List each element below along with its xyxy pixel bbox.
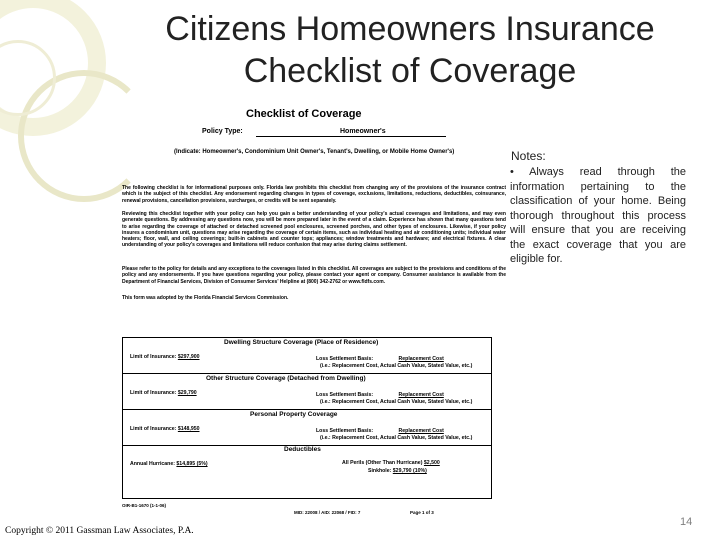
policy-type-value: Homeowner's [340,128,386,135]
loss-basis-hint: (i.e.: Replacement Cost, Actual Cash Value, Stated Value, etc.) [320,399,473,405]
divider [122,373,492,374]
loss-basis-value: Replacement Cost [398,392,444,398]
all-perils-label: All Perils (Other Than Hurricane) [342,460,423,466]
limit-other: $29,790 [177,390,197,396]
notes-body: • Always read through the information pertaining to the classification of your home. Being thorough throughout this process will ensure that you are receiving the exact coverage that you are eligible for. [510,166,686,265]
policy-type-hint: (Indicate: Homeowner's, Condominium Unit Owner's, Tenant's, Dwelling, or Mobile Home Owner's) [174,149,455,155]
form-ids: MID: 22008 / AID: 22068 / FID: 7 [294,510,361,515]
form-number: OIR-B1-1670 (1-1-06) [122,503,167,508]
sinkhole-label: Sinkhole [368,468,390,474]
limit-dwelling: $297,900 [177,354,200,360]
section-deductibles: Deductibles [284,446,321,453]
all-perils-value: $2,500 [423,460,440,466]
loss-basis-value: Replacement Cost [398,428,444,434]
loss-basis-label: Loss Settlement Basis: [316,392,374,398]
limit-label: Limit of Insurance: [130,354,177,360]
slide-title-line2: Checklist of Coverage [243,52,577,90]
copyright: Copyright © 2011 Gassman Law Associates, P.A. [5,526,194,536]
annual-hurricane-label: Annual Hurricane: [130,461,175,467]
loss-basis-hint: (i.e.: Replacement Cost, Actual Cash Value, Stated Value, etc.) [320,435,473,441]
limit-personal: $148,950 [177,426,200,432]
paragraph-3: Please refer to the policy for details and any exceptions to the coverages listed in this checklist. All coverages are subject to the provisions and conditions of the policy and any endorsements. If you have questions regarding your policy, please contact your agent or company. Consumer assistance is available from the Department of Financial Services, Division of Consumer Services' Helpline at (800) 342-2762 or www.fldfs.com. [122,266,506,285]
checklist-document-image: Checklist of Coverage Policy Type: Homeowner's (Indicate: Homeowner's, Condominium Unit Owner's, Tenant's, Dwelling, or Mobile Home Owner's) The following checklist is for informational purposes only. Florida law prohibits this checklist from changing any of the provisions of the insurance contract which is the subject of this checklist. Any endorsement regarding changes in types of coverage, exclusions, limitations, reductions, deductibles, coinsurance, renewal provisions, cancellation provisions, surcharges, or credits will be sent separately. Reviewing this checklist together with your policy can help you gain a better understanding of your policy's actual coverages and limitations, and may even generate questions. By addressing any questions now, you will be more prepared later in the event of a claim. Experience has shown that many questions tend to arise regarding the coverage of attached or detached screened pool enclosures, screened porches, and other types of enclosures. Likewise, if your policy insures a condominium unit, questions may arise regarding the coverage of certain items, such as individual heating and air conditioning units; individual water heaters; floor, wall, and ceiling coverings; built-in cabinets and counter tops; appliances; window treatments and hardware; and electrical fixtures. A clear understanding of your policy's coverages and limitations will reduce confusion that may arise during claims settlement. Please refer to the policy for details and any exceptions to the coverages listed in this checklist. All coverages are subject to the provisions and conditions of the policy and any endorsements. If you have questions regarding your policy, please contact your agent or company. Consumer assistance is available from the Department of Financial Services, Division of Consumer Services' Helpline at (800) 342-2762 or www.fldfs.com. This form was adopted by the Florida Financial Services Commission. Dwelling Structure Coverage (Place of Residence) Limit of Insurance: $297,900 Loss Settlement Basis: Replacement Cost (i.e.: Replacement Cost, Actual Cash Value, Stated Value, etc.) Other Structure Coverage (Detached from Dwelling) Limit of Insurance: $29,790 Loss Settlement Basis: Replacement Cost (i.e.: Replacement Cost, Actual Cash Value, Stated Value, etc.) Personal Property Coverage Limit of Insurance: $148,950 Loss Settlement Basis: Replacement Cost (i.e.: Replacement Cost, Actual Cash Value, Stated Value, etc.) Deductibles Annual Hurricane: $14,895 (5%) All Perils (Other Than Hurricane) $2,500 Sinkhole: $29,790 (10%) OIR-B1-1670 (1-1-06) MID: 22008 / AID: 22068 / FID: 7 Page 1 of 3 [122,108,506,515]
slide-title [110,8,710,92]
page-of: Page 1 of 3 [410,510,434,515]
annual-hurricane-value: $14,895 (5%) [176,461,208,467]
loss-basis-value: Replacement Cost [398,356,444,362]
section-other: Other Structure Coverage (Detached from Dwelling) [206,375,366,382]
loss-basis-label: Loss Settlement Basis: [316,428,374,434]
paragraph-1: The following checklist is for informational purposes only. Florida law prohibits this checklist from changing any of the provisions of the insurance contract which is the subject of this checklist. Any endorsement regarding changes in types of coverage, exclusions, limitations, reductions, deductibles, coinsurance, renewal provisions, cancellation provisions, surcharges, or credits will be sent separately. [122,185,506,204]
sinkhole-value: $29,790 (10%) [392,468,427,474]
slide-title-line1: Citizens Homeowners Insurance [165,10,655,48]
loss-basis-hint: (i.e.: Replacement Cost, Actual Cash Value, Stated Value, etc.) [320,363,473,369]
section-dwelling: Dwelling Structure Coverage (Place of Residence) [224,339,379,346]
page-number: 14 [680,516,693,528]
divider [122,409,492,410]
paragraph-2: Reviewing this checklist together with your policy can help you gain a better understanding of your policy's actual coverages and limitations, and may even generate questions. By addressing any questions now, you will be more prepared later in the event of a claim. Experience has shown that many questions tend to arise regarding the coverage of attached or detached screened pool enclosures, screened porches, and other types of enclosures. Likewise, if your policy insures a condominium unit, questions may arise regarding the coverage of certain items, such as individual heating and air conditioning units; individual water heaters; floor, wall, and ceiling coverings; built-in cabinets and counter tops; appliances; window treatments and hardware; and electrical fixtures. A clear understanding of your policy's coverages and limitations will reduce confusion that may arise during claims settlement. [122,211,506,249]
loss-basis-label: Loss Settlement Basis: [316,356,374,362]
section-personal: Personal Property Coverage [250,411,338,418]
policy-type-underline [256,136,446,137]
paragraph-4: This form was adopted by the Florida Financial Services Commission. [122,295,289,301]
document-title: Checklist of Coverage [246,108,362,120]
limit-label: Limit of Insurance: [130,426,177,432]
limit-label: Limit of Insurance: [130,390,177,396]
policy-type-label: Policy Type: [202,128,243,135]
notes-heading: Notes: [511,149,546,163]
